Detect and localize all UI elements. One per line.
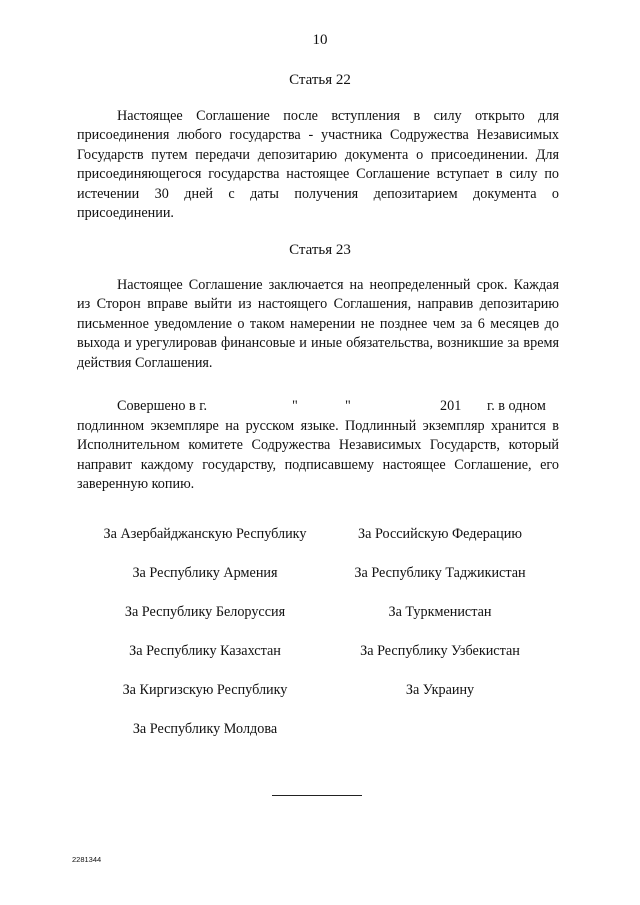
signature-tajikistan: За Республику Таджикистан [354, 565, 526, 581]
article-22-text: Настоящее Соглашение после вступления в силу открыто для присоединения любого государства - участника Содружества Независимых Государств путем передачи депозитарию документа о присоединении. Для присоединяющегося государства настоящее Соглашение вступает в силу по истечении 30 дней с даты получения депозитарием документа о присоединении. [77, 108, 559, 222]
signature-russia: За Российскую Федерацию [358, 526, 522, 542]
page-number: 10 [312, 32, 328, 48]
done-year: 201 [440, 398, 462, 414]
done-quote-open: " [292, 398, 298, 414]
done-quote-close: " [345, 398, 351, 414]
done-line [117, 398, 559, 418]
signature-moldova: За Республику Молдова [132, 721, 278, 737]
signature-turkmenistan: За Туркменистан [388, 604, 492, 620]
done-suffix: г. в одном [487, 398, 546, 414]
signature-azerbaijan: За Азербайджанскую Республику [103, 526, 307, 542]
article-23-text: Настоящее Соглашение заключается на неопределенный срок. Каждая из Сторон вправе выйти из настоящего Соглашения, направив депозитарию письменное уведомление о таком намерении не позднее чем за 6 месяцев до выхода и урегулировав финансовые и иные обязательства, возникшие за время действия Соглашения. [77, 277, 559, 371]
done-prefix: Совершено в г. [117, 398, 208, 414]
signature-kazakhstan: За Республику Казахстан [129, 643, 281, 659]
document-code: 2281344 [72, 855, 102, 864]
signature-kyrgyzstan: За Киргизскую Республику [122, 682, 288, 698]
signature-belarus: За Республику Белоруссия [124, 604, 286, 620]
signature-ukraine: За Украину [405, 682, 475, 698]
signature-uzbekistan: За Республику Узбекистан [360, 643, 520, 659]
signature-armenia: За Республику Армения [132, 565, 278, 581]
article-22-heading: Статья 22 [289, 72, 351, 88]
article-23-heading: Статья 23 [289, 242, 351, 258]
done-text: подлинном экземпляре на русском языке. Подлинный экземпляр хранится в Исполнительном комитете Содружества Независимых Государств, который направит каждому государству, подписавшему настоящее Соглашение, его заверенную копию. [77, 418, 559, 493]
closing-rule [272, 795, 362, 796]
